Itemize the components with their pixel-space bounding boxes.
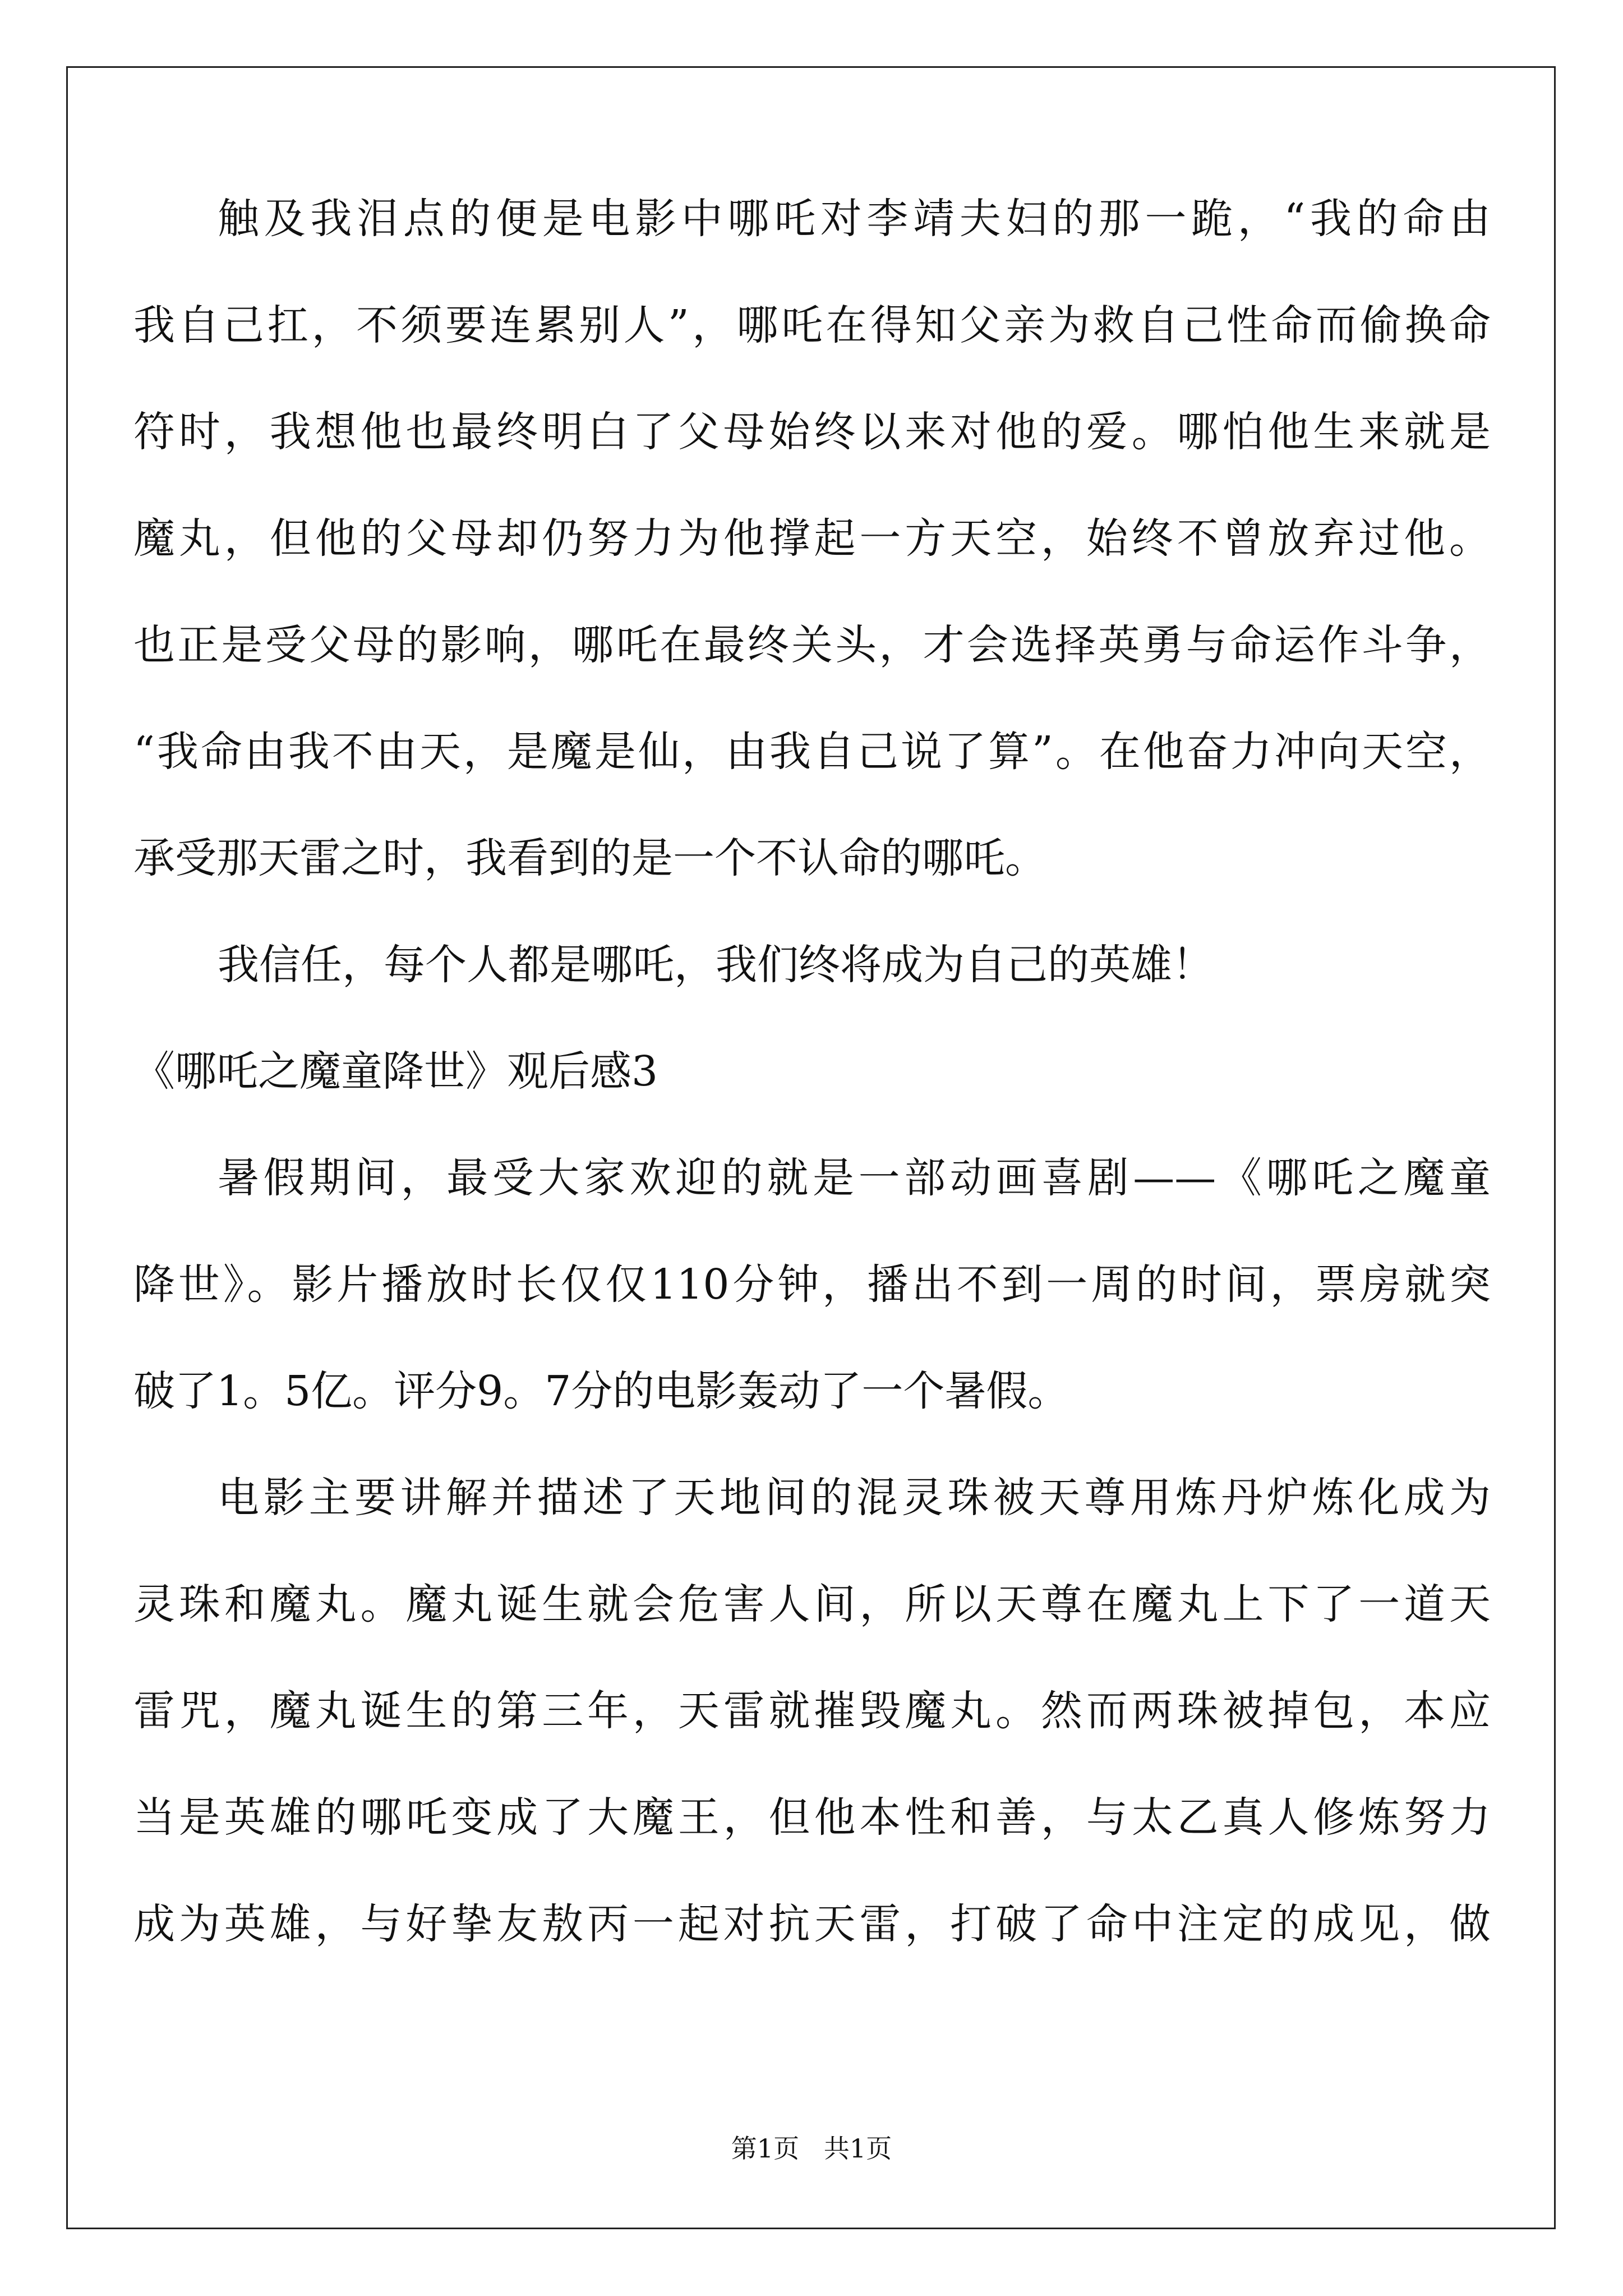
text-line: 雷咒，魔丸诞生的第三年，天雷就摧毁魔丸。然而两珠被掉包，本应 [133, 1687, 1491, 1735]
text-line: 我自己扛，不须要连累别人”，哪吒在得知父亲为救自己性命而偷换命 [133, 301, 1491, 349]
text-line: 也正是受父母的影响，哪吒在最终关头，才会选择英勇与命运作斗争， [133, 621, 1491, 669]
text-line: 触及我泪点的便是电影中哪吒对李靖夫妇的那一跪，“我的命由 [218, 195, 1491, 243]
text-line: 魔丸，但他的父母却仍努力为他撑起一方天空，始终不曾放弃过他。 [133, 514, 1491, 563]
text-line: 降世》。影片播放时长仅仅110分钟，播出不到一周的时间，票房就突 [133, 1260, 1491, 1309]
text-line: 符时，我想他也最终明白了父母始终以来对他的爱。哪怕他生来就是 [133, 408, 1491, 456]
section-heading: 《哪吒之魔童降世》观后感3 [133, 1047, 658, 1096]
text-line: 成为英雄，与好挚友敖丙一起对抗天雷，打破了命中注定的成见，做 [133, 1900, 1491, 1948]
text-line: 破了1。5亿。评分9。7分的电影轰动了一个暑假。 [133, 1367, 1069, 1415]
text-line: 灵珠和魔丸。魔丸诞生就会危害人间，所以天尊在魔丸上下了一道天 [133, 1580, 1491, 1628]
text-line: 电影主要讲解并描述了天地间的混灵珠被天尊用炼丹炉炼化成为 [218, 1474, 1491, 1522]
text-line: 我信任，每个人都是哪吒，我们终将成为自己的英雄！ [218, 941, 1214, 989]
text-line: “我命由我不由天，是魔是仙，由我自己说了算”。在他奋力冲向天空， [133, 728, 1491, 776]
page-footer: 第1页 共1页 [731, 2133, 892, 2164]
text-line: 承受那天雷之时，我看到的是一个不认命的哪吒。 [133, 834, 1046, 882]
text-line: 暑假期间，最受大家欢迎的就是一部动画喜剧——《哪吒之魔童 [218, 1154, 1491, 1202]
text-line: 当是英雄的哪吒变成了大魔王，但他本性和善，与太乙真人修炼努力 [133, 1793, 1491, 1842]
